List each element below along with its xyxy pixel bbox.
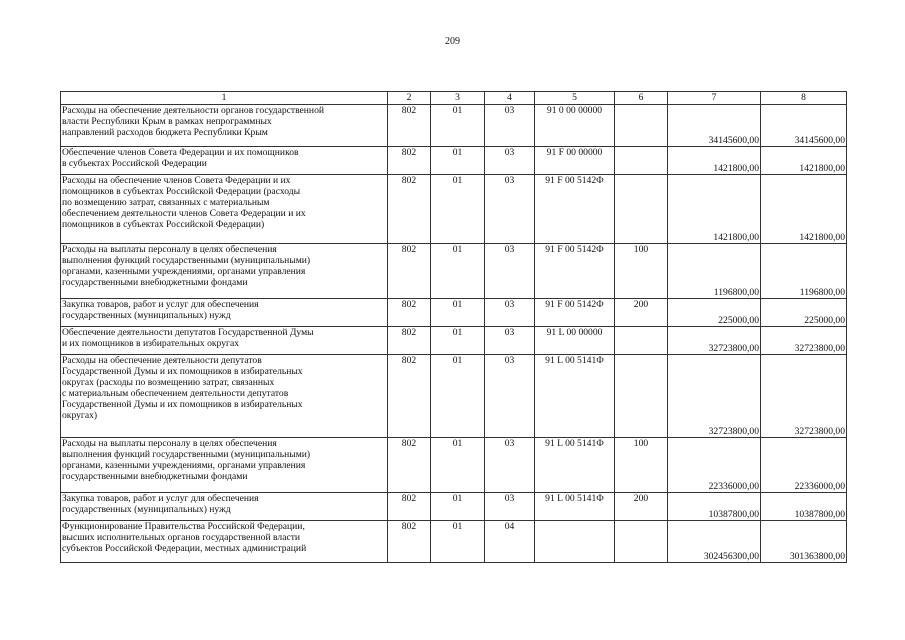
cell-expense-type [615,147,668,175]
table-row [61,244,847,299]
page-number: 209 [445,36,460,47]
cell-amount-year1: 302456300,00 [668,521,761,563]
table-row [61,175,847,244]
header-cell: 3 [431,92,485,105]
cell-amount-year1: 1196800,00 [668,244,761,299]
cell-target-article: 91 F 00 5142Ф [535,175,615,244]
cell-description: Расходы на обеспечение деятельности органов государственной власти Республики Крым в рамках непрограммных направлений расходов бюджета Республики Крым [61,105,388,147]
cell-target-article: 91 F 00 5142Ф [535,299,615,327]
cell-target-article: 91 L 00 5141Ф [535,438,615,493]
cell-expense-type: 200 [615,299,668,327]
cell-section: 01 [431,493,485,521]
cell-subsection: 03 [485,147,535,175]
cell-section: 01 [431,299,485,327]
header-cell: 4 [485,92,535,105]
table-row [61,299,847,327]
cell-admin-code: 802 [388,244,431,299]
cell-description: Расходы на обеспечение деятельности депутатов Государственной Думы и их помощников в избирательных округах (расходы по возмещению затрат, связанных с материальным обеспечением деятельности депутатов Государственной Думы и их помощников в избирательных округах) [61,355,388,438]
cell-amount-year2: 32723800,00 [761,355,847,438]
cell-expense-type [615,175,668,244]
cell-section: 01 [431,327,485,355]
header-cell: 5 [535,92,615,105]
cell-subsection: 03 [485,244,535,299]
cell-target-article: 91 L 00 5141Ф [535,355,615,438]
table-row [61,493,847,521]
cell-section: 01 [431,438,485,493]
cell-amount-year2: 1421800,00 [761,175,847,244]
cell-admin-code: 802 [388,521,431,563]
cell-subsection: 04 [485,521,535,563]
cell-description: Расходы на обеспечение членов Совета Федерации и их помощников в субъектах Российской Федерации (расходы по возмещению затрат, связанных с материальным обеспечением деятельности членов Совета Федерации и их помощников в субъектах Российской Федерации) [61,175,388,244]
table-row [61,105,847,147]
cell-description: Расходы на выплаты персоналу в целях обеспечения выполнения функций государственными (муниципальными) органами, казенными учреждениями, органами управления государственными внебюджетными фондами [61,438,388,493]
table-header-row [61,92,847,105]
cell-amount-year1: 225000,00 [668,299,761,327]
cell-target-article: 91 0 00 00000 [535,105,615,147]
cell-amount-year2: 22336000,00 [761,438,847,493]
cell-amount-year2: 225000,00 [761,299,847,327]
cell-admin-code: 802 [388,299,431,327]
cell-amount-year1: 1421800,00 [668,175,761,244]
cell-amount-year1: 32723800,00 [668,355,761,438]
cell-subsection: 03 [485,299,535,327]
cell-description: Закупка товаров, работ и услуг для обеспечения государственных (муниципальных) нужд [61,493,388,521]
cell-admin-code: 802 [388,105,431,147]
cell-section: 01 [431,355,485,438]
cell-section: 01 [431,175,485,244]
cell-admin-code: 802 [388,147,431,175]
cell-expense-type: 100 [615,244,668,299]
cell-subsection: 03 [485,355,535,438]
header-cell: 7 [668,92,761,105]
cell-subsection: 03 [485,105,535,147]
cell-target-article: 91 L 00 00000 [535,327,615,355]
cell-subsection: 03 [485,175,535,244]
cell-amount-year2: 1196800,00 [761,244,847,299]
cell-target-article: 91 F 00 5142Ф [535,244,615,299]
cell-section: 01 [431,244,485,299]
cell-subsection: 03 [485,327,535,355]
cell-amount-year1: 1421800,00 [668,147,761,175]
cell-expense-type: 100 [615,438,668,493]
cell-description: Обеспечение деятельности депутатов Государственной Думы и их помощников в избирательных округах [61,327,388,355]
cell-description: Расходы на выплаты персоналу в целях обеспечения выполнения функций государственными (муниципальными) органами, казенными учреждениями, органами управления государственными внебюджетными фондами [61,244,388,299]
cell-amount-year2: 32723800,00 [761,327,847,355]
cell-target-article: 91 F 00 00000 [535,147,615,175]
table-row [61,355,847,438]
cell-admin-code: 802 [388,327,431,355]
cell-expense-type [615,521,668,563]
cell-amount-year1: 22336000,00 [668,438,761,493]
cell-target-article: 91 L 00 5141Ф [535,493,615,521]
cell-admin-code: 802 [388,175,431,244]
cell-description: Обеспечение членов Совета Федерации и их помощников в субъектах Российской Федерации [61,147,388,175]
table-row [61,147,847,175]
cell-expense-type: 200 [615,493,668,521]
cell-amount-year2: 10387800,00 [761,493,847,521]
header-cell: 2 [388,92,431,105]
cell-admin-code: 802 [388,493,431,521]
cell-section: 01 [431,105,485,147]
cell-expense-type [615,355,668,438]
cell-target-article [535,521,615,563]
cell-amount-year1: 10387800,00 [668,493,761,521]
header-cell: 6 [615,92,668,105]
header-cell: 1 [61,92,388,105]
cell-subsection: 03 [485,438,535,493]
header-cell: 8 [761,92,847,105]
cell-admin-code: 802 [388,438,431,493]
cell-section: 01 [431,521,485,563]
cell-amount-year2: 1421800,00 [761,147,847,175]
budget-table [60,91,847,563]
cell-section: 01 [431,147,485,175]
table-row [61,438,847,493]
cell-description: Функционирование Правительства Российской Федерации, высших исполнительных органов государственной власти субъектов Российской Федерации, местных администраций [61,521,388,563]
cell-amount-year2: 34145600,00 [761,105,847,147]
table-row [61,327,847,355]
cell-amount-year1: 34145600,00 [668,105,761,147]
cell-description: Закупка товаров, работ и услуг для обеспечения государственных (муниципальных) нужд [61,299,388,327]
cell-amount-year1: 32723800,00 [668,327,761,355]
cell-expense-type [615,105,668,147]
cell-expense-type [615,327,668,355]
cell-amount-year2: 301363800,00 [761,521,847,563]
cell-admin-code: 802 [388,355,431,438]
cell-subsection: 03 [485,493,535,521]
table-row [61,521,847,563]
